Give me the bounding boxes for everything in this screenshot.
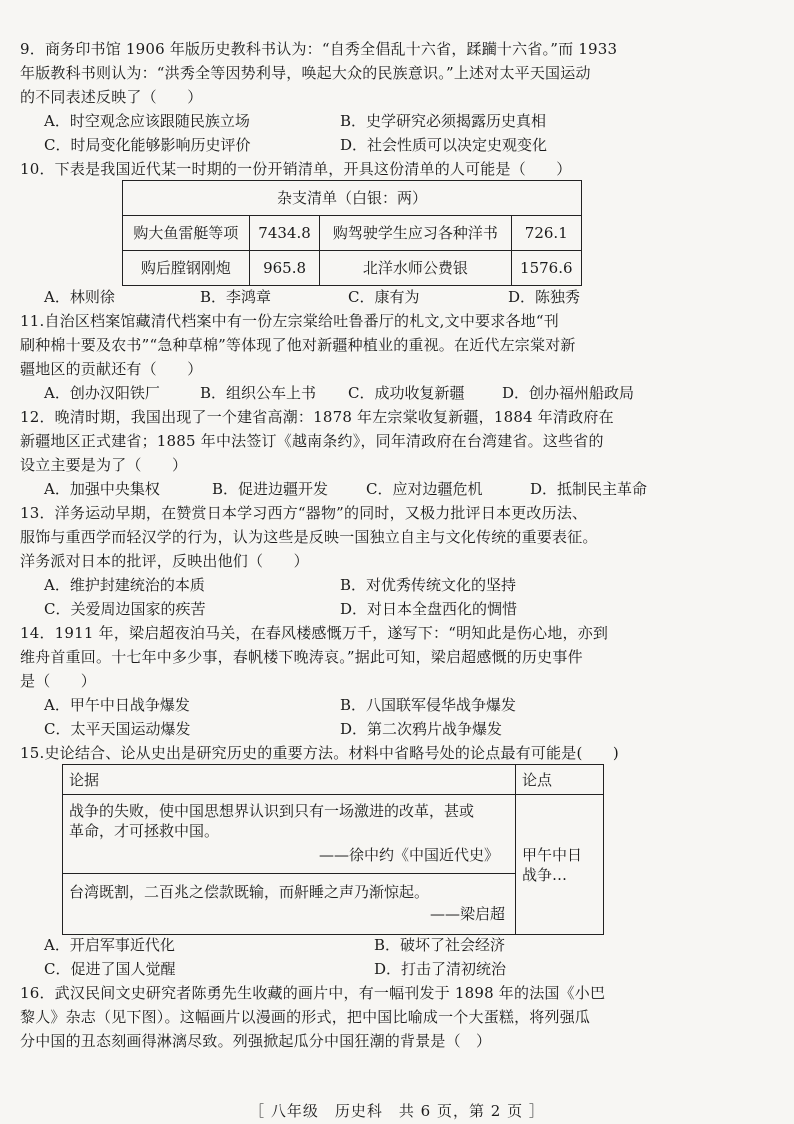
- table-cell: 购驾驶学生应习各种洋书: [320, 216, 511, 251]
- quote-2-source: ——梁启超: [429, 905, 505, 923]
- q13-option-a: A．维护封建统治的本质: [44, 576, 205, 594]
- q11-option-d: D．创办福州船政局: [502, 384, 635, 402]
- q9-option-c: C．时局变化能够影响历史评价: [44, 136, 251, 154]
- table-cell: 购大鱼雷艇等项: [123, 216, 250, 251]
- q13-line-3: 洋务派对日本的批评，反映出他们（ ）: [20, 552, 309, 570]
- q14-option-a: A．甲午中日战争爆发: [44, 696, 190, 714]
- argument-header: 论据: [63, 765, 516, 795]
- quote-1-source: ——徐中约《中国近代史》: [318, 846, 499, 864]
- q14-line-3: 是（ ）: [20, 672, 97, 690]
- q11-option-c: C．成功收复新疆: [348, 384, 465, 402]
- q9-option-a: A．时空观念应该跟随民族立场: [44, 112, 250, 130]
- q10-option-a: A．林则徐: [44, 288, 115, 306]
- q11-option-a: A．创办汉阳铁厂: [44, 384, 160, 402]
- table-cell: 7434.8: [249, 216, 319, 251]
- q12-option-b: B．促进边疆开发: [212, 480, 329, 498]
- q13-option-c: C．关爱周边国家的疾苦: [44, 600, 206, 618]
- q10-stem: 10．下表是我国近代某一时期的一份开销清单，开具这份清单的人可能是（ ）: [20, 160, 572, 178]
- q9-line-1: 9．商务印书馆 1906 年版历史教科书认为：“自秀全倡乱十六省，蹂躏十六省。”而 1933: [20, 40, 618, 58]
- table-cell: 726.1: [511, 216, 581, 251]
- q9-line-3: 的不同表述反映了（ ）: [20, 88, 203, 106]
- q11-line-1: 11.自治区档案馆藏清代档案中有一份左宗棠给吐鲁番厅的札文,文中要求各地“刊: [20, 312, 559, 330]
- q10-option-c: C．康有为: [348, 288, 420, 306]
- argument-cell: [63, 795, 516, 935]
- table-cell: 北洋水师公费银: [320, 251, 511, 286]
- q15-option-b: B．破坏了社会经济: [374, 936, 506, 954]
- table-row: [123, 216, 582, 251]
- q14-option-d: D．第二次鸦片战争爆发: [340, 720, 503, 738]
- thesis-line-2: 战争…: [522, 865, 568, 884]
- q11-line-3: 疆地区的贡献还有（ ）: [20, 360, 203, 378]
- expense-table: [122, 180, 582, 286]
- q11-line-2: 刷种棉十要及农书”“急种草棉”等体现了他对新疆种植业的重视。在近代左宗棠对新: [20, 336, 576, 354]
- thesis-header: 论点: [516, 765, 604, 795]
- table-row: [123, 251, 582, 286]
- q13-option-b: B．对优秀传统文化的坚持: [340, 576, 517, 594]
- q9-option-d: D．社会性质可以决定史观变化: [340, 136, 548, 154]
- q12-line-3: 设立主要是为了（ ）: [20, 456, 188, 474]
- q10-option-b: B．李鸿章: [200, 288, 272, 306]
- q14-option-b: B．八国联军侵华战争爆发: [340, 696, 517, 714]
- thesis-line-1: 甲午中日: [522, 845, 583, 864]
- q12-option-d: D．抵制民主革命: [530, 480, 648, 498]
- q13-line-2: 服饰与重西学而轻汉学的行为，认为这些是反映一国独立自主与文化传统的重要表征。: [20, 528, 598, 546]
- table-cell: 购后膛钢刚炮: [123, 251, 250, 286]
- q16-line-2: 黎人》杂志（见下图）。这幅画片以漫画的形式，把中国比喻成一个大蛋糕，将列强瓜: [20, 1008, 591, 1026]
- page-footer: ［ 八年级 历史科 共 6 页，第 2 页 ］: [249, 1102, 545, 1120]
- q13-line-1: 13．洋务运动早期，在赞赏日本学习西方“器物”的同时，又极力批评日本更改历法、: [20, 504, 588, 522]
- argument-table: [62, 764, 604, 935]
- table-cell: 1576.6: [511, 251, 581, 286]
- q16-line-1: 16．武汉民间文史研究者陈勇先生收藏的画片中，有一幅刊发于 1898 年的法国《小巴: [20, 984, 606, 1002]
- q10-option-d: D．陈独秀: [508, 288, 581, 306]
- q15-stem: 15.史论结合、论从史出是研究历史的重要方法。材料中省略号处的论点最有可能是( ): [20, 744, 619, 762]
- q15-option-a: A．开启军事近代化: [44, 936, 175, 954]
- q16-line-3: 分中国的丑态刻画得淋漓尽致。列强掀起瓜分中国狂潮的背景是（ ）: [20, 1032, 492, 1050]
- q15-option-c: C．促进了国人觉醒: [44, 960, 176, 978]
- thesis-cell: [516, 795, 604, 935]
- quote-2: 台湾既割，二百兆之偿款既输，而鼾睡之声乃渐惊起。: [69, 883, 430, 901]
- q12-option-a: A．加强中央集权: [44, 480, 160, 498]
- q12-line-2: 新疆地区正式建省；1885 年中法签订《越南条约》，同年清政府在台湾建省。这些省的: [20, 432, 604, 450]
- q12-option-c: C．应对边疆危机: [366, 480, 483, 498]
- expense-table-title: 杂支清单（白银：两）: [123, 181, 582, 216]
- q9-option-b: B．史学研究必须揭露历史真相: [340, 112, 547, 130]
- quote-1-line-1: 战争的失败，使中国思想界认识到只有一场激进的改革，甚或: [69, 802, 475, 820]
- q11-option-b: B．组织公车上书: [200, 384, 317, 402]
- table-cell: 965.8: [249, 251, 319, 286]
- q9-line-2: 年版教科书则认为：“洪秀全等因势利导，唤起大众的民族意识。”上述对太平天国运动: [20, 64, 591, 82]
- q13-option-d: D．对日本全盘西化的惆惜: [340, 600, 518, 618]
- q14-option-c: C．太平天国运动爆发: [44, 720, 191, 738]
- q14-line-2: 维舟首重回。十七年中多少事，春帆楼下晚涛哀。”据此可知，梁启超感慨的历史事件: [20, 648, 583, 666]
- q15-option-d: D．打击了清初统治: [374, 960, 507, 978]
- q14-line-1: 14．1911 年，梁启超夜泊马关，在春风楼感慨万千，遂写下：“明知此是伤心地，亦到: [20, 624, 609, 642]
- quote-1-line-2: 革命，才可拯救中国。: [69, 822, 220, 840]
- q12-line-1: 12．晚清时期，我国出现了一个建省高潮：1878 年左宗棠收复新疆，1884 年清政府在: [20, 408, 614, 426]
